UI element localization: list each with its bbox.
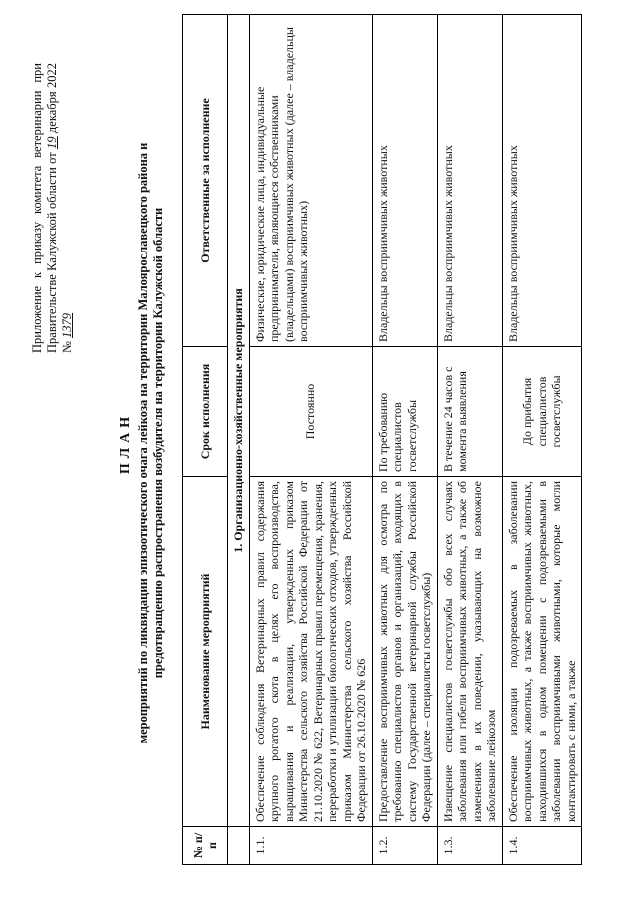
row-num: 1.2. [372, 827, 437, 865]
col-header-num: № п/п [183, 827, 228, 865]
table-row [502, 15, 582, 865]
appendix-text: Приложение к приказу комитета ветеринарии при Правительстве Калужской области от [30, 63, 59, 353]
row-responsible: Владельцы восприимчивых животных [372, 15, 437, 347]
appendix-date: декабря 2022 № [45, 62, 74, 353]
document-title: ПЛАН [118, 411, 133, 475]
table-header-row [183, 15, 228, 865]
row-name: Предоставление восприимчивых животных для осмотра по требованию специалистов органов и организаций, входящих в систему Государственной ветеринарной службы Российской Федерации (далее – специалисты госветслужбы) [372, 477, 437, 827]
row-num: 1.1. [249, 827, 372, 865]
table-row [249, 15, 372, 865]
row-num: 1.3. [437, 827, 502, 865]
col-header-term: Срок исполнения [183, 347, 228, 477]
section-spacer [228, 827, 250, 865]
row-num: 1.4. [502, 827, 582, 865]
row-name: Извещение специалистов госветслужбы обо всех случаях заболевания или гибели восприимчивых животных, а также об изменениях в их поведении, указывающих на возможное заболевание лейкозом [437, 477, 502, 827]
row-term: По требованию специалистов госветслужбы [372, 347, 437, 477]
row-responsible: Владельцы восприимчивых животных [437, 15, 502, 347]
appendix-day: 19 [45, 136, 59, 149]
plan-table [182, 14, 582, 865]
row-term: До прибытия специалистов госветслужбы [502, 347, 582, 477]
document-subtitle [136, 63, 166, 823]
row-term: В течение 24 часов с момента выявления [437, 347, 502, 477]
row-name: Обеспечение соблюдения Ветеринарных правил содержания крупного рогатого скота в целях его воспроизводства, выращивания и реализации, утвержденных приказом Министерства сельского хозяйства Российской Федерации от 21.10.2020 № 622, Ветеринарных правил перемещения, хранения, переработки и утилизации биологических отходов, утвержденных приказом Министерства сельского хозяйства Российской Федерации от 26.10.2020 № 626 [249, 477, 372, 827]
col-header-responsible: Ответственные за исполнение [183, 15, 228, 347]
appendix-number: 1379 [60, 312, 74, 338]
appendix-note [30, 63, 75, 353]
table-row [437, 15, 502, 865]
table-row [372, 15, 437, 865]
row-term: Постоянно [249, 347, 372, 477]
section-title: 1. Организационно-хозяйственные мероприятия [228, 15, 250, 827]
col-header-name: Наименование мероприятий [183, 477, 228, 827]
row-responsible: Физические, юридические лица, индивидуальные предприниматели, являющиеся собственниками (владельцами) восприимчивых животных (далее – владельцы восприимчивых животных) [249, 15, 372, 347]
subtitle-line-2: предотвращению распространения возбудителя на территории Калужской области [151, 207, 165, 679]
section-row [228, 15, 250, 865]
subtitle-line-1: мероприятий по ликвидации эпизоотического очага лейкоза на территории Малоярославецкого района и [136, 142, 150, 744]
row-name: Обеспечение изоляции подозреваемых в заболевании восприимчивых животных, а также восприимчивых животных, находившихся в одном помещении с подозреваемыми в заболевании восприимчивыми животными, которые могли контактировать с ними, а также [502, 477, 582, 827]
row-responsible: Владельцы восприимчивых животных [502, 15, 582, 347]
